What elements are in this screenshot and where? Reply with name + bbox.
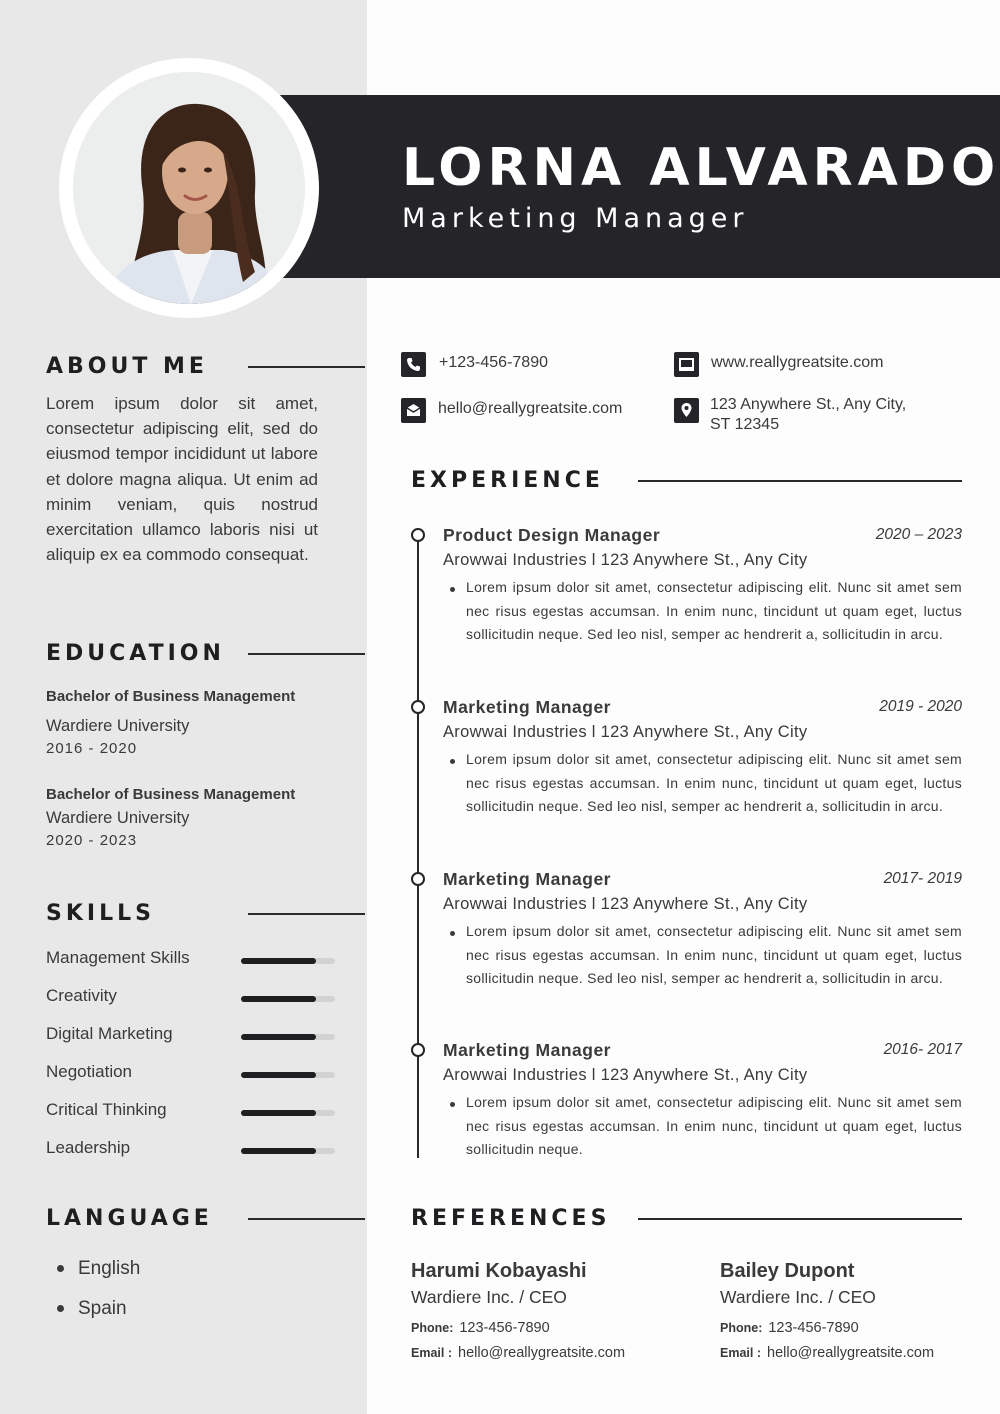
- contact-website: www.reallygreatsite.com: [711, 354, 884, 371]
- job-years: 2019 - 2020: [879, 698, 962, 715]
- skill-row: [46, 1100, 336, 1124]
- skill-label: Leadership: [46, 1138, 131, 1157]
- job-company: Arowwai Industries l 123 Anywhere St., Any City: [443, 1066, 808, 1084]
- reference-phone: [411, 1320, 550, 1336]
- profile-photo: [73, 72, 305, 304]
- job-title: Marketing Manager: [443, 869, 611, 889]
- timeline-node: [411, 1043, 425, 1057]
- about-text: Lorem ipsum dolor sit amet, consectetur adipiscing elit, sed do eiusmod tempor incididunt ut labore et dolore magna aliqua. Ut enim ad minim veniam, quis nostrud exercitation ullamco laboris nisi ut aliquip ex ea commodo consequat.: [46, 394, 318, 565]
- skills-divider: [248, 913, 365, 915]
- skill-row: [46, 948, 336, 972]
- skill-row: [46, 1138, 336, 1162]
- profile-photo-illustration: [73, 72, 305, 304]
- job-title: Marketing Manager: [443, 1040, 611, 1060]
- bullet-dot: [57, 1265, 64, 1272]
- education-years: 2016 - 2020: [46, 740, 138, 757]
- phone-label: Phone:: [411, 1321, 454, 1335]
- bullet-dot: [450, 759, 455, 764]
- contact-phone: +123-456-7890: [439, 354, 548, 371]
- education-years: 2020 - 2023: [46, 832, 138, 849]
- education-divider: [248, 653, 365, 655]
- skills-title: SKILLS: [46, 901, 155, 926]
- skill-bar-track: [241, 996, 335, 1002]
- skill-label: Critical Thinking: [46, 1100, 167, 1119]
- job-company: Arowwai Industries l 123 Anywhere St., Any City: [443, 723, 808, 741]
- reference-email: [411, 1345, 625, 1361]
- education-degree: Bachelor of Business Management: [46, 688, 296, 705]
- email-icon: [401, 398, 426, 423]
- reference-org: Wardiere Inc. / CEO: [720, 1287, 876, 1307]
- education-degree: Bachelor of Business Management: [46, 786, 296, 803]
- reference-phone: [720, 1320, 859, 1336]
- skill-bar-fill: [241, 958, 316, 964]
- job-title: Marketing Manager: [443, 697, 611, 717]
- bullet-dot: [450, 931, 455, 936]
- skill-bar-fill: [241, 1148, 316, 1154]
- skill-row: [46, 1062, 336, 1086]
- skill-bar-fill: [241, 1072, 316, 1078]
- education-school: Wardiere University: [46, 809, 190, 827]
- references-title: REFERENCES: [411, 1206, 611, 1231]
- skill-label: Digital Marketing: [46, 1024, 173, 1043]
- job-description: Lorem ipsum dolor sit amet, consectetur adipiscing elit. Nunc sit amet sem nec risus egestas accumsan. In enim nunc, tincidunt ut quam eget, luctus sollicitudin neque. Sed leo nisl, semper ac hendrerit a, sollicitudin in arcu.: [466, 751, 962, 814]
- phone-label: Phone:: [720, 1321, 763, 1335]
- reference-phone-value: 123-456-7890: [459, 1320, 550, 1336]
- job-company: Arowwai Industries l 123 Anywhere St., Any City: [443, 895, 808, 913]
- timeline-line: [417, 536, 419, 1158]
- bullet-dot: [57, 1305, 64, 1312]
- job-years: 2017- 2019: [883, 870, 962, 887]
- language-title: LANGUAGE: [46, 1206, 213, 1231]
- language-divider: [248, 1218, 365, 1220]
- skill-bar-track: [241, 1110, 335, 1116]
- timeline-node: [411, 700, 425, 714]
- location-pin-icon: [674, 398, 699, 423]
- bullet-dot: [450, 1102, 455, 1107]
- job-title: Product Design Manager: [443, 525, 661, 545]
- language-label: Spain: [78, 1298, 127, 1319]
- job-description: Lorem ipsum dolor sit amet, consectetur adipiscing elit. Nunc sit amet sem nec risus egestas accumsan. In enim nunc, tincidunt ut quam eget, luctus sollicitudin neque. Sed leo nisl, semper ac hendrerit a, sollicitudin in arcu.: [466, 579, 962, 642]
- reference-name: Bailey Dupont: [720, 1260, 855, 1282]
- timeline-node: [411, 528, 425, 542]
- skill-bar-fill: [241, 1110, 316, 1116]
- job-description: Lorem ipsum dolor sit amet, consectetur adipiscing elit. Nunc sit amet sem nec risus egestas accumsan. In enim nunc, tincidunt ut quam eget, luctus sollicitudin neque. Sed leo nisl, semper ac hendrerit a, sollicitudin in arcu.: [466, 923, 962, 986]
- skill-bar-track: [241, 958, 335, 964]
- skill-bar-fill: [241, 996, 316, 1002]
- skill-row: [46, 986, 336, 1010]
- skill-row: [46, 1024, 336, 1048]
- skill-label: Creativity: [46, 986, 117, 1005]
- about-title: ABOUT ME: [46, 354, 208, 379]
- reference-name: Harumi Kobayashi: [411, 1260, 587, 1282]
- skill-bar-track: [241, 1034, 335, 1040]
- skill-bar-track: [241, 1148, 335, 1154]
- job-company: Arowwai Industries l 123 Anywhere St., Any City: [443, 551, 808, 569]
- monitor-icon: [674, 352, 699, 377]
- email-label: Email :: [720, 1346, 761, 1360]
- email-label: Email :: [411, 1346, 452, 1360]
- experience-divider: [638, 480, 962, 482]
- job-years: 2020 – 2023: [875, 526, 962, 543]
- reference-email-value: hello@reallygreatsite.com: [767, 1345, 935, 1361]
- bullet-dot: [450, 587, 455, 592]
- references-divider: [638, 1218, 962, 1220]
- skill-bar-fill: [241, 1034, 316, 1040]
- skill-bar-track: [241, 1072, 335, 1078]
- phone-icon: [401, 352, 426, 377]
- reference-phone-value: 123-456-7890: [768, 1320, 859, 1336]
- skill-label: Management Skills: [46, 948, 190, 967]
- job-years: 2016- 2017: [883, 1041, 962, 1058]
- education-school: Wardiere University: [46, 717, 190, 735]
- language-item: [57, 1298, 127, 1320]
- contact-email: hello@reallygreatsite.com: [438, 400, 623, 417]
- language-item: [57, 1258, 140, 1280]
- reference-email-value: hello@reallygreatsite.com: [458, 1345, 626, 1361]
- job-description: Lorem ipsum dolor sit amet, consectetur adipiscing elit. Nunc sit amet sem nec risus egestas accumsan. In enim nunc, tincidunt ut quam eget, luctus sollicitudin neque.: [466, 1094, 962, 1157]
- reference-email: [720, 1345, 934, 1361]
- candidate-role: Marketing Manager: [402, 203, 749, 234]
- timeline-node: [411, 872, 425, 886]
- about-divider: [248, 366, 365, 368]
- education-title: EDUCATION: [46, 641, 225, 666]
- contact-address-line1: 123 Anywhere St., Any City,: [710, 396, 907, 413]
- reference-org: Wardiere Inc. / CEO: [411, 1287, 567, 1307]
- language-label: English: [78, 1258, 141, 1279]
- skill-label: Negotiation: [46, 1062, 133, 1081]
- contact-address-line2: ST 12345: [710, 416, 780, 433]
- candidate-name: LORNA ALVARADO: [402, 138, 1000, 198]
- experience-title: EXPERIENCE: [411, 468, 604, 493]
